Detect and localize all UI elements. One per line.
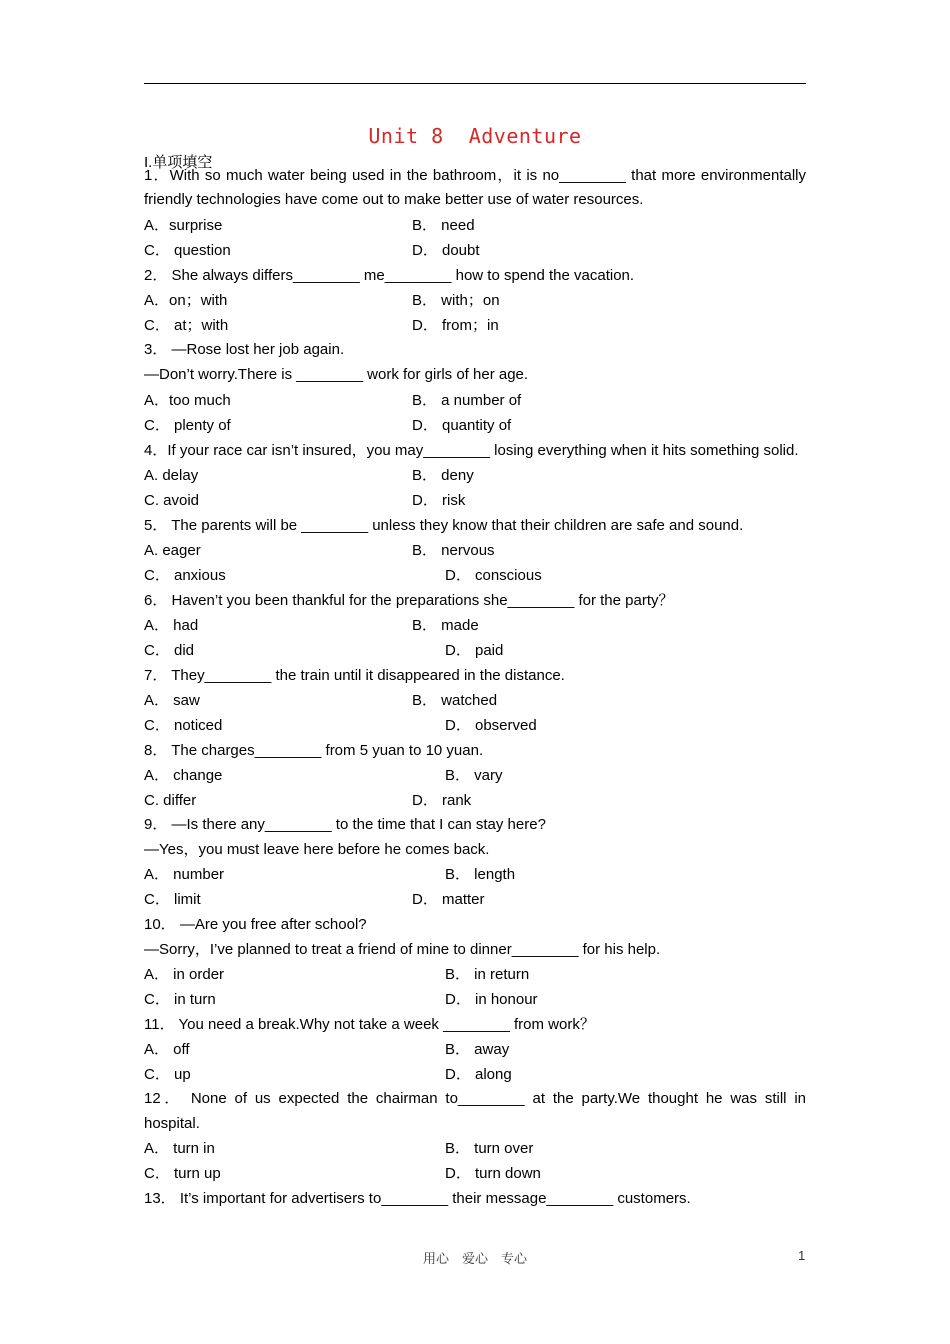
- question-10-option: D． in honour: [445, 991, 538, 1008]
- question-8-option: C. differ: [144, 792, 197, 809]
- question-5-option: B． nervous: [412, 542, 495, 559]
- question-8-option: D． rank: [412, 792, 472, 809]
- question-3-option: D． quantity of: [412, 417, 512, 434]
- section-heading: I.单项填空: [144, 154, 213, 171]
- question-11-option: D． along: [445, 1066, 512, 1083]
- question-3-option: B． a number of: [412, 392, 522, 409]
- question-7-option: D． observed: [445, 717, 537, 734]
- question-12-option: B． turn over: [445, 1140, 534, 1157]
- question-6-option: C． did: [144, 642, 195, 659]
- question-9-stem: —Yes，you must leave here before he comes back.: [144, 841, 490, 858]
- question-4-option: A. delay: [144, 467, 199, 484]
- question-2-option: C． at；with: [144, 317, 229, 334]
- question-6-stem: 6． Haven’t you been thankful for the preparations she________ for the party？: [144, 592, 674, 609]
- question-4-option: D． risk: [412, 492, 466, 509]
- question-9-option: D． matter: [412, 891, 485, 908]
- question-2-option: B． with；on: [412, 292, 500, 309]
- question-11-option: C． up: [144, 1066, 191, 1083]
- question-8-option: A． change: [144, 767, 223, 784]
- question-7-option: A． saw: [144, 692, 200, 709]
- question-9-stem: 9． —Is there any________ to the time that I can stay here?: [144, 816, 546, 833]
- question-12-option: C． turn up: [144, 1165, 221, 1182]
- question-7-stem: 7． They________ the train until it disappeared in the distance.: [144, 667, 565, 684]
- question-11-stem: 11． You need a break.Why not take a week ________ from work？: [144, 1016, 595, 1033]
- question-3-stem: 3． —Rose lost her job again.: [144, 341, 345, 358]
- question-9-option: B． length: [445, 866, 516, 883]
- question-1-stem: friendly technologies have come out to make better use of water resources.: [144, 191, 644, 208]
- question-1-option: D． doubt: [412, 242, 480, 259]
- question-2-stem: 2． She always differs________ me________ how to spend the vacation.: [144, 267, 635, 284]
- question-7-option: C． noticed: [144, 717, 223, 734]
- question-3-stem: —Don’t worry.There is ________ work for girls of her age.: [144, 366, 529, 383]
- question-11-option: B． away: [445, 1041, 510, 1058]
- question-3-option: A．too much: [144, 392, 231, 409]
- header-rule: [144, 83, 806, 84]
- question-1-option: C． question: [144, 242, 231, 259]
- question-8-stem: 8． The charges________ from 5 yuan to 10 yuan.: [144, 742, 484, 759]
- question-4-option: B． deny: [412, 467, 474, 484]
- question-3-option: C． plenty of: [144, 417, 231, 434]
- question-9-option: A． number: [144, 866, 225, 883]
- question-6-option: B． made: [412, 617, 479, 634]
- question-5-option: C． anxious: [144, 567, 226, 584]
- question-8-option: B． vary: [445, 767, 503, 784]
- question-13-stem: 13． It’s important for advertisers to________ their message________ customers.: [144, 1190, 691, 1207]
- question-12-option: A． turn in: [144, 1140, 215, 1157]
- question-5-stem: 5． The parents will be ________ unless they know that their children are safe and sound.: [144, 517, 744, 534]
- question-1-stem: 1．With so much water being used in the bathroom，it is no________ that more environmentally: [144, 167, 806, 184]
- question-2-option: A．on；with: [144, 292, 228, 309]
- question-10-option: B． in return: [445, 966, 530, 983]
- question-10-option: A． in order: [144, 966, 225, 983]
- question-10-option: C． in turn: [144, 991, 216, 1008]
- page-title: [0, 124, 950, 148]
- page-number: 1: [798, 1248, 806, 1263]
- question-12-option: D． turn down: [445, 1165, 541, 1182]
- question-11-option: A． off: [144, 1041, 190, 1058]
- title-text: Unit 8 Adventure: [368, 124, 582, 148]
- question-9-option: C． limit: [144, 891, 201, 908]
- question-7-option: B． watched: [412, 692, 498, 709]
- question-5-option: A. eager: [144, 542, 201, 559]
- question-10-stem: —Sorry，I’ve planned to treat a friend of mine to dinner________ for his help.: [144, 941, 661, 958]
- question-10-stem: 10． —Are you free after school?: [144, 916, 367, 933]
- question-1-option: B． need: [412, 217, 475, 234]
- footer-text: 用心 爱心 专心: [422, 1251, 527, 1266]
- question-12-stem: hospital.: [144, 1115, 200, 1132]
- question-6-option: A． had: [144, 617, 199, 634]
- question-2-option: D． from；in: [412, 317, 499, 334]
- question-12-stem: 12． None of us expected the chairman to________ at the party.We thought he was still in: [144, 1090, 806, 1107]
- question-1-option: A．surprise: [144, 217, 223, 234]
- question-6-option: D． paid: [445, 642, 504, 659]
- question-5-option: D． conscious: [445, 567, 542, 584]
- question-4-stem: 4．If your race car isn’t insured，you may________ losing everything when it hits something solid.: [144, 442, 799, 459]
- question-4-option: C. avoid: [144, 492, 200, 509]
